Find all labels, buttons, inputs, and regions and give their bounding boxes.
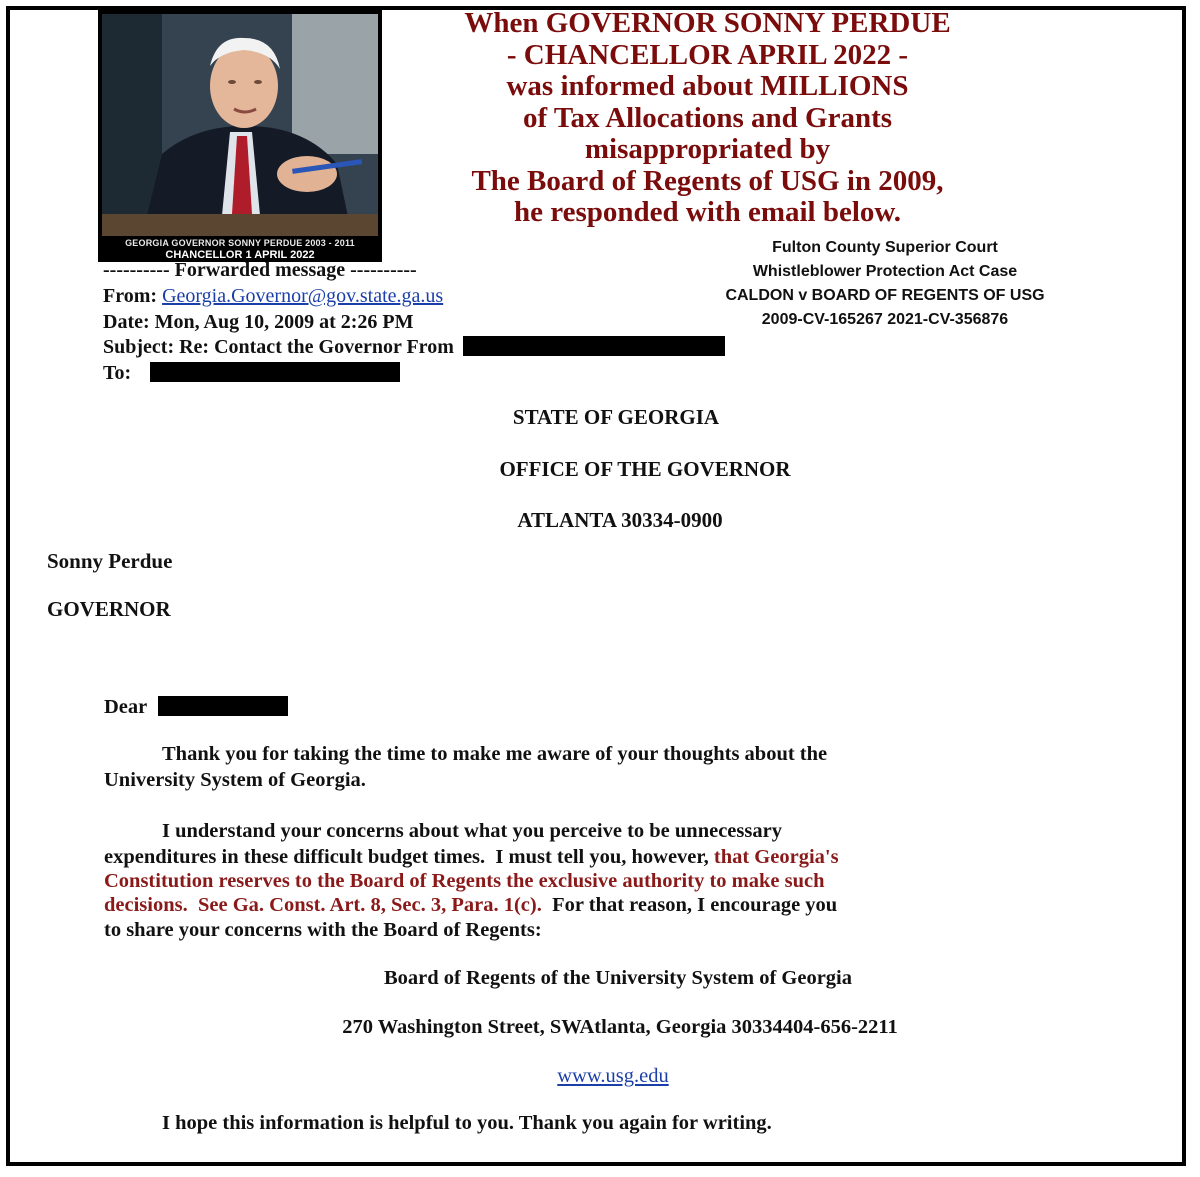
para1-line2: University System of Georgia. bbox=[104, 769, 366, 791]
website-line bbox=[0, 1063, 1200, 1089]
salutation bbox=[104, 694, 288, 720]
para2-line3: Constitution reserves to the Board of Regents the exclusive authority to make such bbox=[104, 870, 825, 892]
letterhead-state: STATE OF GEORGIA bbox=[512, 405, 720, 429]
para2-line2 bbox=[104, 844, 839, 870]
para2-line2-text: expenditures in these difficult budget times. I must tell you, however, bbox=[104, 846, 714, 868]
para1-line1: Thank you for taking the time to make me aware of your thoughts about the bbox=[162, 743, 828, 765]
to-line bbox=[103, 361, 400, 385]
redacted-block bbox=[463, 336, 725, 356]
photo-caption-years: GEORGIA GOVERNOR SONNY PERDUE 2003 - 2011 bbox=[125, 238, 355, 248]
headline-line: misappropriated by bbox=[584, 133, 831, 165]
case-type: Whistleblower Protection Act Case bbox=[752, 263, 1018, 280]
sender-title: GOVERNOR bbox=[47, 597, 171, 621]
address-org: Board of Regents of the University System of Georgia bbox=[383, 967, 852, 989]
para2-line1: I understand your concerns about what you perceive to be unnecessary bbox=[162, 820, 782, 842]
para2-line5: to share your concerns with the Board of Regents: bbox=[104, 919, 542, 941]
para2-line4-text: For that reason, I encourage you bbox=[541, 894, 838, 916]
case-info bbox=[630, 236, 1140, 332]
from-line bbox=[103, 284, 443, 308]
letterhead-office: OFFICE OF THE GOVERNOR bbox=[499, 457, 791, 481]
forwarded-line: ---------- Forwarded message ---------- bbox=[103, 259, 417, 281]
salutation-text: Dear bbox=[104, 696, 147, 718]
redacted-block bbox=[158, 696, 288, 716]
headline bbox=[380, 8, 1035, 229]
subject-line bbox=[103, 335, 725, 359]
para2-highlight: that Georgia's bbox=[713, 846, 839, 868]
date-line: Date: Mon, Aug 10, 2009 at 2:26 PM bbox=[103, 311, 414, 333]
headline-line: of Tax Allocations and Grants bbox=[522, 101, 893, 134]
headline-line: When GOVERNOR SONNY PERDUE bbox=[464, 7, 951, 39]
letterhead-city: ATLANTA 30334-0900 bbox=[517, 508, 723, 532]
from-label: From: bbox=[103, 285, 158, 307]
headline-line: he responded with email below. bbox=[514, 196, 901, 228]
case-parties: CALDON v BOARD OF REGENTS OF USG bbox=[725, 287, 1045, 304]
governor-photo bbox=[98, 10, 382, 262]
headline-line: was informed about MILLIONS bbox=[506, 70, 909, 102]
photo-caption-chancellor: CHANCELLOR 1 APRIL 2022 bbox=[165, 249, 315, 261]
sender-name: Sonny Perdue bbox=[47, 549, 173, 573]
to-label: To: bbox=[103, 362, 132, 384]
website-link[interactable]: www.usg.edu bbox=[557, 1065, 669, 1087]
headline-line: - CHANCELLOR APRIL 2022 - bbox=[506, 38, 909, 71]
para2-citation: decisions. See Ga. Const. Art. 8, Sec. 3, Para. 1(c). bbox=[104, 894, 542, 916]
governor-portrait-image bbox=[102, 14, 378, 236]
address-street: 270 Washington Street, SWAtlanta, Georgia 30334404-656-2211 bbox=[342, 1016, 898, 1038]
subject-text: Subject: Re: Contact the Governor From bbox=[103, 336, 454, 358]
headline-line: The Board of Regents of USG in 2009, bbox=[471, 164, 944, 197]
from-email-link[interactable]: Georgia.Governor@gov.state.ga.us bbox=[162, 285, 444, 307]
redacted-block bbox=[150, 362, 400, 382]
closing: I hope this information is helpful to you. Thank you again for writing. bbox=[162, 1112, 772, 1134]
case-court: Fulton County Superior Court bbox=[772, 239, 998, 256]
case-numbers: 2009-CV-165267 2021-CV-356876 bbox=[761, 311, 1009, 328]
para2-line4 bbox=[104, 892, 837, 918]
